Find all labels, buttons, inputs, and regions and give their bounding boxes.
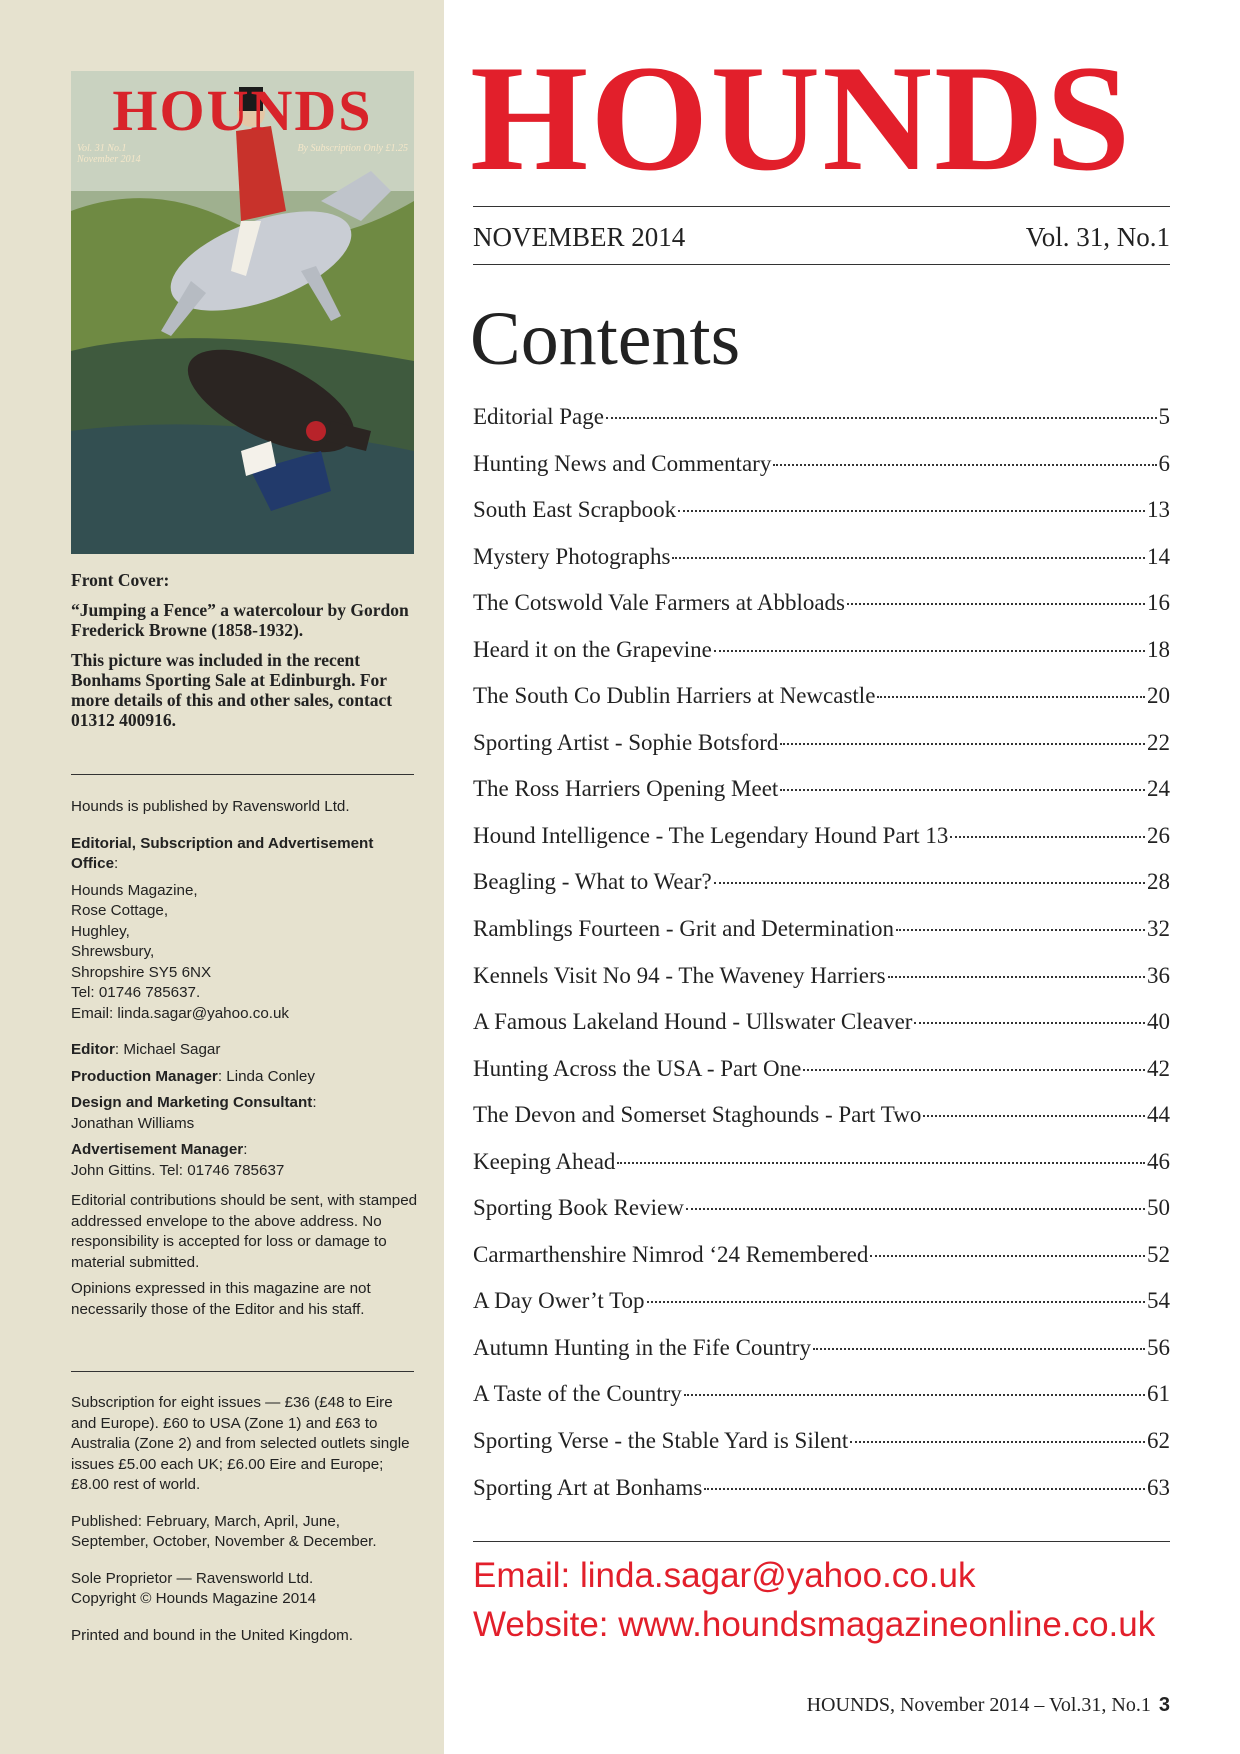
toc-leader-dots — [684, 1394, 1145, 1396]
cover-vol-text: Vol. 31 No.1 — [77, 143, 127, 154]
office-label-text: Editorial, Subscription and Advertisement Office — [71, 834, 374, 872]
caption-sale: This picture was included in the recent Bonhams Sporting Sale at Edinburgh. For more details of this and other sales, contact 01312 400916. — [71, 650, 393, 730]
address-line: Shrewsbury, — [71, 943, 155, 960]
sidebar — [0, 0, 444, 1754]
address-line: Hounds Magazine, — [71, 881, 198, 899]
toc-entry-page: 50 — [1147, 1195, 1170, 1221]
toc-entry[interactable] — [473, 1009, 1170, 1056]
toc-leader-dots — [813, 1348, 1145, 1350]
opinions-note: Opinions expressed in this magazine are not necessarily those of the Editor and his staff. — [71, 1280, 371, 1318]
design-consultant: Design and Marketing Consultant: — [71, 1094, 317, 1111]
address-line: Rose Cottage, — [71, 902, 169, 919]
toc-leader-dots — [714, 882, 1145, 884]
toc-leader-dots — [780, 743, 1145, 745]
office-label: Editorial, Subscription and Advertisement Office: — [71, 834, 374, 872]
toc-entry-page: 20 — [1147, 683, 1170, 709]
subscription-info — [71, 1393, 421, 1646]
toc-entry-page: 5 — [1158, 404, 1170, 429]
toc-entry[interactable] — [473, 544, 1170, 591]
toc-leader-dots — [678, 510, 1145, 512]
toc-entry-title: Editorial Page — [473, 404, 604, 429]
toc-entry-title: Hunting News and Commentary — [473, 450, 772, 476]
toc-entry-page: 14 — [1147, 543, 1170, 569]
toc-entry-title: A Famous Lakeland Hound - Ullswater Cleaver — [473, 1009, 913, 1035]
toc-leader-dots — [686, 1208, 1145, 1210]
production-label: Production Manager — [71, 1067, 218, 1085]
toc-entry-title: The Cotswold Vale Farmers at Abbloads — [473, 590, 845, 616]
toc-entry-title: Mystery Photographs — [473, 543, 671, 569]
toc-entry[interactable] — [473, 497, 1170, 544]
caption-heading: Front Cover: — [71, 570, 170, 590]
advert-label: Advertisement Manager — [71, 1141, 244, 1158]
proprietor: Sole Proprietor — Ravensworld Ltd. — [71, 1569, 314, 1587]
toc-entry-page: 18 — [1147, 636, 1170, 662]
toc-entry-page: 6 — [1158, 450, 1170, 476]
issue-rule — [473, 264, 1170, 265]
toc-leader-dots — [714, 650, 1145, 652]
toc-leader-dots — [672, 557, 1145, 559]
toc-entry-page: 40 — [1147, 1009, 1170, 1035]
toc-leader-dots — [617, 1162, 1145, 1164]
subscription-text: Subscription for eight issues — £36 (£48 to Eire and Europe). £60 to USA (Zone 1) and £63 to Australia (Zone 2) and from selected outlets single issues £5.00 each UK; £6.00 Eire and Europe; £8.00 rest of world. — [71, 1394, 410, 1493]
toc-leader-dots — [647, 1301, 1145, 1303]
toc-entry-title: Sporting Book Review — [473, 1195, 684, 1221]
cover-subscription: By Subscription Only £1.25 — [297, 143, 408, 154]
address-line: Hughley, — [71, 922, 130, 940]
toc-entry[interactable] — [473, 869, 1170, 916]
toc-entry-page: 22 — [1147, 729, 1170, 755]
sidebar-divider — [71, 1371, 414, 1372]
address-line: Shropshire SY5 6NX — [71, 963, 212, 981]
address-line: Email: linda.sagar@yahoo.co.uk — [71, 1004, 290, 1022]
toc-entry-title: Hound Intelligence - The Legendary Hound Part 13 — [473, 822, 949, 848]
sidebar-divider — [71, 774, 414, 775]
toc-entry-page: 26 — [1147, 822, 1170, 848]
toc-entry-page: 16 — [1147, 590, 1170, 616]
toc-entry-page: 42 — [1147, 1055, 1170, 1081]
page-footer — [807, 1694, 1170, 1717]
toc-entry[interactable] — [473, 1056, 1170, 1103]
toc-leader-dots — [877, 696, 1145, 698]
toc-entry-title: A Taste of the Country — [473, 1381, 682, 1407]
address-line: Tel: 01746 785637. — [71, 984, 201, 1001]
toc-entry-title: The Ross Harriers Opening Meet — [473, 776, 779, 802]
design-label: Design and Marketing Consultant — [71, 1094, 313, 1111]
toc-entry-title: The South Co Dublin Harriers at Newcastle — [473, 683, 876, 709]
toc-entry[interactable] — [473, 776, 1170, 823]
toc-entry-page: 24 — [1147, 776, 1170, 802]
toc-entry-title: Autumn Hunting in the Fife Country — [473, 1334, 811, 1360]
toc-leader-dots — [870, 1255, 1145, 1257]
toc-entry-title: Heard it on the Grapevine — [473, 636, 712, 662]
masthead-rule — [473, 206, 1170, 207]
advert-manager: Advertisement Manager: — [71, 1141, 248, 1158]
toc-entry[interactable] — [473, 1475, 1170, 1522]
toc-entry-title: South East Scrapbook — [473, 497, 677, 523]
toc-entry[interactable] — [473, 823, 1170, 870]
toc-leader-dots — [923, 1115, 1145, 1117]
printed: Printed and bound in the United Kingdom. — [71, 1626, 354, 1644]
toc-entry[interactable] — [473, 590, 1170, 637]
cover-month-text: November 2014 — [77, 154, 141, 165]
contact-rule — [473, 1541, 1170, 1542]
published-months: Published: February, March, April, June, September, October, November & December. — [71, 1512, 377, 1550]
toc-leader-dots — [780, 789, 1145, 791]
production-manager: Production Manager: Linda Conley — [71, 1067, 315, 1085]
toc-entry-title: Carmarthenshire Nimrod ‘24 Remembered — [473, 1241, 869, 1267]
toc-entry[interactable] — [473, 963, 1170, 1010]
toc-entry-page: 46 — [1147, 1148, 1170, 1174]
toc-entry-page: 52 — [1147, 1241, 1170, 1267]
toc-entry-title: Ramblings Fourteen - Grit and Determination — [473, 916, 894, 942]
toc-entry[interactable] — [473, 451, 1170, 498]
toc-entry[interactable] — [473, 1335, 1170, 1382]
toc-entry[interactable] — [473, 1102, 1170, 1149]
contact-email[interactable]: Email: linda.sagar@yahoo.co.uk — [473, 1556, 976, 1595]
toc-entry-page: 61 — [1147, 1381, 1170, 1407]
toc-entry-title: Beagling - What to Wear? — [473, 869, 712, 895]
toc-entry[interactable] — [473, 1428, 1170, 1475]
toc-entry[interactable] — [473, 683, 1170, 730]
publication-info — [71, 797, 421, 1320]
toc-entry-page: 36 — [1147, 962, 1170, 988]
cover-image — [71, 71, 414, 554]
toc-leader-dots — [850, 1441, 1145, 1443]
toc-entry-title: Sporting Art at Bonhams — [473, 1474, 703, 1500]
toc-entry[interactable] — [473, 1381, 1170, 1428]
cover-title: HOUNDS — [112, 78, 373, 143]
publisher: Hounds is published by Ravensworld Ltd. — [71, 798, 350, 815]
toc-entry-page: 13 — [1147, 497, 1170, 523]
page-number: 3 — [1158, 1694, 1170, 1716]
toc-entry[interactable] — [473, 916, 1170, 963]
contact-website[interactable]: Website: www.houndsmagazineonline.co.uk — [473, 1605, 1156, 1644]
toc-entry-page: 56 — [1147, 1334, 1170, 1360]
toc-leader-dots — [606, 417, 1157, 419]
toc-leader-dots — [773, 464, 1156, 466]
toc-entry-page: 32 — [1147, 916, 1170, 942]
contributions-note: Editorial contributions should be sent, with stamped addressed envelope to the above address. No responsibility is accepted for loss or damage to material submitted. — [71, 1192, 418, 1271]
toc-entry-page: 54 — [1147, 1288, 1170, 1314]
toc-entry[interactable] — [473, 1288, 1170, 1335]
toc-entry[interactable] — [473, 730, 1170, 777]
toc-entry-page: 44 — [1147, 1102, 1170, 1128]
toc-leader-dots — [896, 929, 1145, 931]
toc-entry-page: 63 — [1147, 1474, 1170, 1500]
toc-entry[interactable] — [473, 637, 1170, 684]
editor-name: Michael Sagar — [123, 1041, 221, 1058]
toc-leader-dots — [704, 1488, 1145, 1490]
caption-artwork: “Jumping a Fence” a watercolour by Gordon Frederick Browne (1858-1932). — [71, 600, 409, 640]
toc-entry-title: Kennels Visit No 94 - The Waveney Harriers — [473, 962, 886, 988]
editor: Editor: Michael Sagar — [71, 1041, 221, 1058]
toc-leader-dots — [803, 1069, 1145, 1071]
cover-caption — [71, 570, 421, 740]
toc-entry-title: A Day Ower’t Top — [473, 1288, 645, 1314]
toc-entry-title: The Devon and Somerset Staghounds - Part Two — [473, 1102, 922, 1128]
toc-leader-dots — [847, 603, 1145, 605]
toc-leader-dots — [888, 976, 1145, 978]
cover-volume — [77, 143, 141, 165]
table-of-contents — [473, 404, 1170, 1521]
toc-entry-page: 28 — [1147, 869, 1170, 895]
design-name: Jonathan Williams — [71, 1114, 195, 1132]
issue-date: NOVEMBER 2014 — [473, 222, 686, 252]
footer-text: HOUNDS, November 2014 – Vol.31, No.1 — [806, 1694, 1151, 1716]
toc-entry[interactable] — [473, 1242, 1170, 1289]
contents-title: Contents — [470, 297, 741, 381]
masthead: HOUNDS — [470, 34, 1133, 202]
advert-name: John Gittins. Tel: 01746 785637 — [71, 1161, 285, 1179]
toc-entry[interactable] — [473, 1195, 1170, 1242]
editor-label: Editor — [71, 1041, 115, 1058]
issue-volume: Vol. 31, No.1 — [1025, 222, 1170, 252]
toc-leader-dots — [914, 1022, 1145, 1024]
toc-entry[interactable] — [473, 404, 1170, 451]
toc-entry-title: Hunting Across the USA - Part One — [473, 1055, 802, 1081]
toc-entry-page: 62 — [1147, 1428, 1170, 1454]
copyright: Copyright © Hounds Magazine 2014 — [71, 1590, 317, 1607]
toc-entry-title: Keeping Ahead — [473, 1148, 616, 1174]
toc-entry[interactable] — [473, 1149, 1170, 1196]
toc-entry-title: Sporting Artist - Sophie Botsford — [473, 729, 779, 755]
production-name: Linda Conley — [226, 1067, 315, 1085]
toc-leader-dots — [950, 836, 1145, 838]
toc-entry-title: Sporting Verse - the Stable Yard is Silent — [473, 1428, 849, 1454]
